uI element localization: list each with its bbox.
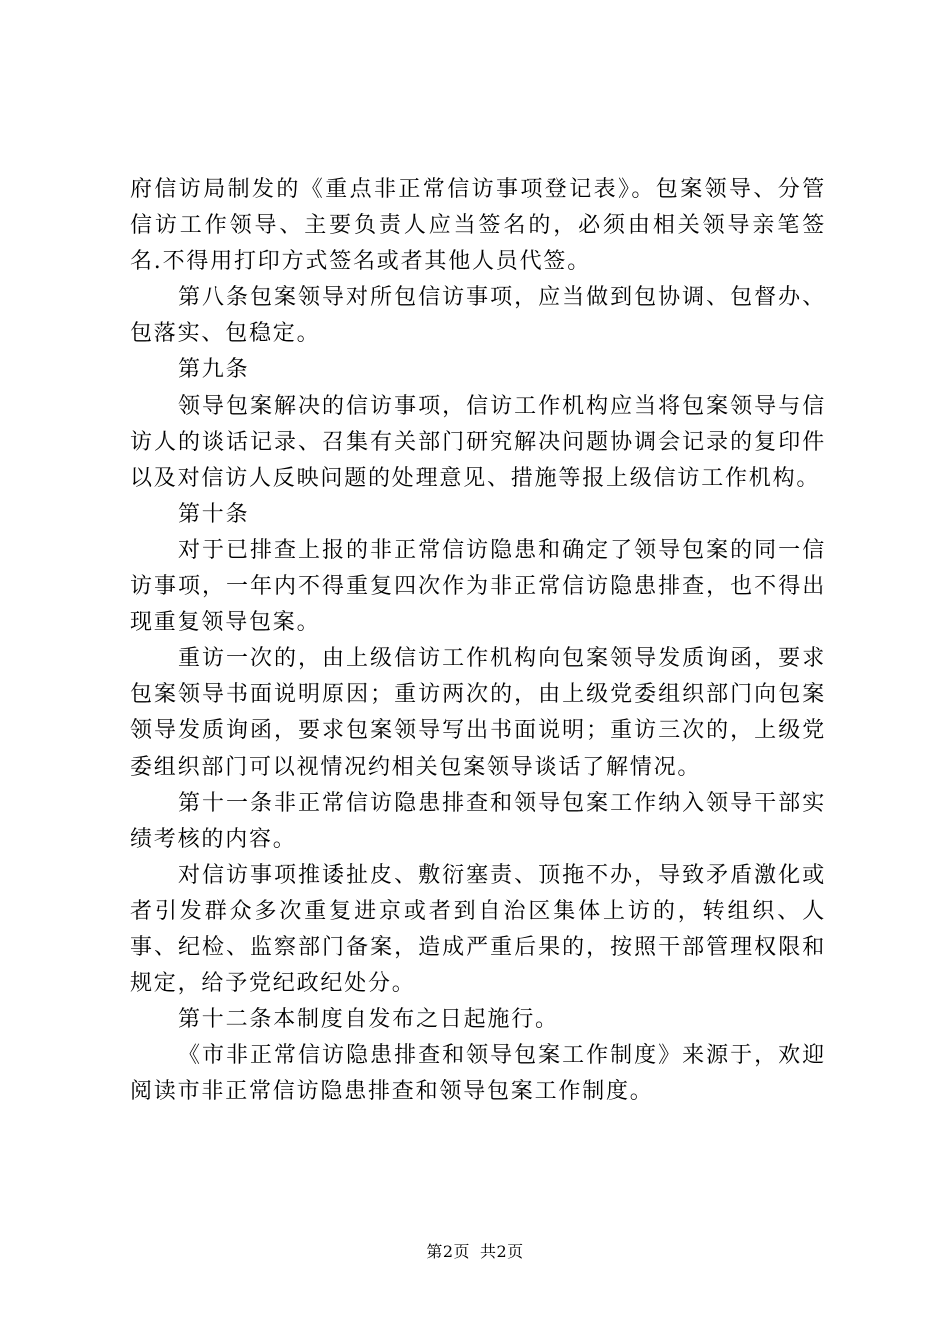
page-number-current: 第2页 (426, 1242, 470, 1261)
paragraph-article-8: 第八条包案领导对所包信访事项，应当做到包协调、包督办、包落实、包稳定。 (130, 285, 826, 347)
paragraph-revisit-rules: 重访一次的，由上级信访工作机构向包案领导发质询函，要求包案领导书面说明原因；重访两次的，由上级党委组织部门向包案领导发质询函，要求包案领导写出书面说明；重访三次的，上级党委组织部门可以视情况约相关包案领导谈话了解情况。 (130, 646, 826, 780)
paragraph-1: 府信访局制发的《重点非正常信访事项登记表》。包案领导、分管信访工作领导、主要负责人应当签名的，必须由相关领导亲笔签名.不得用打印方式签名或者其他人员代签。 (130, 177, 826, 275)
paragraph-source-note: 《市非正常信访隐患排查和领导包案工作制度》来源于，欢迎阅读市非正常信访隐患排查和领导包案工作制度。 (130, 1043, 826, 1105)
paragraph-article-12: 第十二条本制度自发布之日起施行。 (178, 1007, 559, 1033)
document-body (130, 172, 826, 1110)
paragraph-article-10-body: 对于已排查上报的非正常信访隐患和确定了领导包案的同一信访事项，一年内不得重复四次作为非正常信访隐患排查，也不得出现重复领导包案。 (130, 537, 826, 636)
heading-article-10: 第十条 (178, 501, 250, 527)
heading-article-9: 第九条 (178, 357, 250, 383)
page-footer (0, 1242, 950, 1262)
paragraph-article-9-body: 领导包案解决的信访事项，信访工作机构应当将包案领导与信访人的谈话记录、召集有关部门研究解决问题协调会记录的复印件以及对信访人反映问题的处理意见、措施等报上级信访工作机构。 (130, 393, 826, 491)
paragraph-article-11: 第十一条非正常信访隐患排查和领导包案工作纳入领导干部实绩考核的内容。 (130, 790, 826, 852)
page-number-total: 共2页 (480, 1242, 524, 1261)
paragraph-penalties: 对信访事项推诿扯皮、敷衍塞责、顶拖不办，导致矛盾激化或者引发群众多次重复进京或者到自治区集体上访的，转组织、人事、纪检、监察部门备案，造成严重后果的，按照干部管理权限和规定，给予党纪政纪处分。 (130, 862, 826, 997)
